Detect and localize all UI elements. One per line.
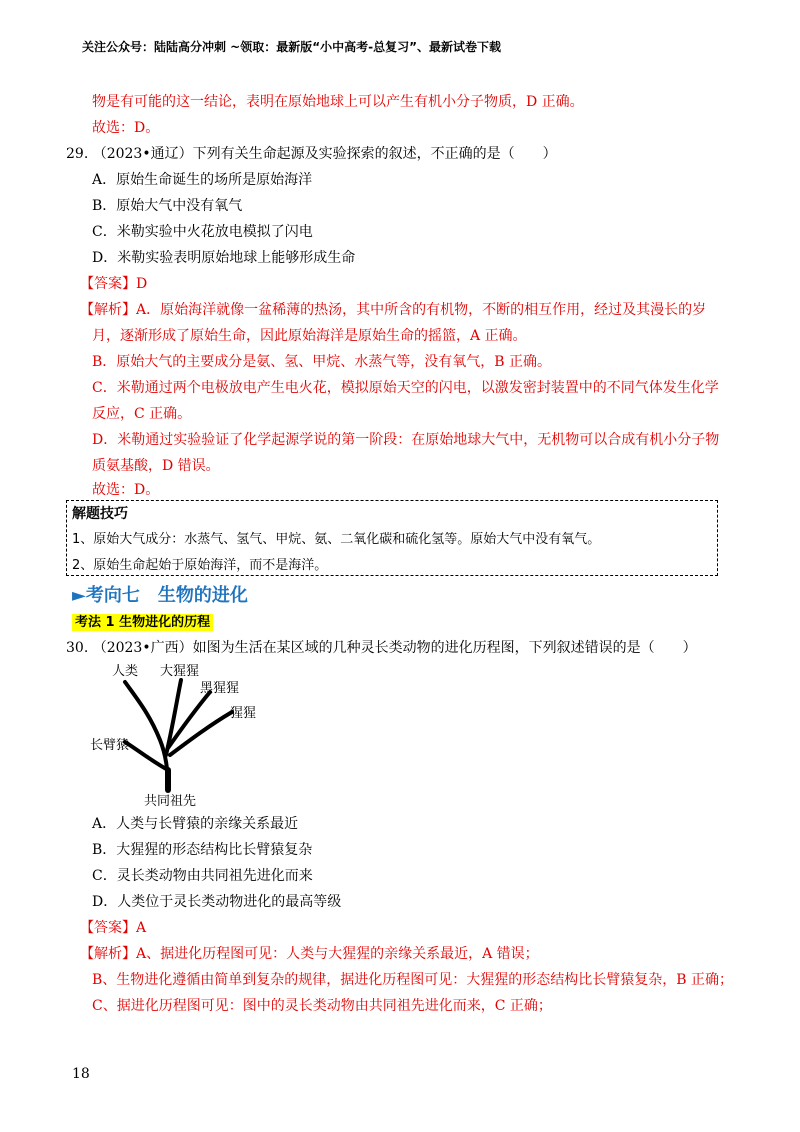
q29-analysis-line: B．原始大气的主要成分是氨、氢、甲烷、水蒸气等，没有氧气，B 正确。 [92,354,552,370]
question-30-stem: 30. （2023•广西）如图为生活在某区域的几种灵长类动物的进化历程图，下列叙述错误的是（ ） [66,640,697,656]
branch-human [125,682,168,790]
kaofa-label-text: 考法 1 生物进化的历程 [72,614,213,631]
branch-gorilla [166,680,181,755]
q29-conclusion: 故选：D。 [92,482,160,498]
q29-analysis-line: 月，逐渐形成了原始生命，因此原始海洋是原始生命的摇篮，A 正确。 [92,328,527,344]
section-heading [72,581,248,607]
question-29-stem: 29. （2023•通辽）下列有关生命起源及实验探索的叙述，不正确的是（ ） [66,146,557,162]
q29-option-c: C．米勒实验中火花放电模拟了闪电 [92,224,313,240]
tip-line: 1、原始大气成分：水蒸气、氢气、甲烷、氨、二氧化碳和硫化氢等。原始大气中没有氧气。 [72,532,601,547]
page-number: 18 [72,1066,90,1082]
prev-conclusion: 故选：D。 [92,120,160,136]
q29-analysis-line: 反应，C 正确。 [92,406,192,422]
q30-analysis-line: 【解析】A、据进化历程图可见：人类与大猩猩的亲缘关系最近，A 错误； [80,946,539,962]
q29-answer: 【答案】D [80,276,148,292]
tree-label-orangutan: 猩猩 [230,706,257,721]
kaofa-label [72,611,213,630]
q29-option-b: B．原始大气中没有氧气 [92,198,243,214]
tree-label-gorilla: 大猩猩 [160,664,200,679]
q29-analysis-line: 【解析】A．原始海洋就像一盆稀薄的热汤，其中所含的有机物，不断的相互作用，经过及其漫长的岁 [80,302,707,318]
section-title: 考向七 生物的进化 [85,585,248,606]
q29-option-a: A．原始生命诞生的场所是原始海洋 [92,172,313,188]
tip-line: 2、原始生命起始于原始海洋，而不是海洋。 [72,558,328,573]
q29-option-d: D．米勒实验表明原始地球上能够形成生命 [92,250,356,266]
tree-label-gibbon: 长臂猿 [90,738,130,753]
q30-analysis-line: C、据进化历程图可见：图中的灵长类动物由共同祖先进化而来，C 正确； [92,998,552,1014]
tree-label-chimp: 黑猩猩 [200,681,240,696]
q30-answer: 【答案】A [80,920,147,936]
q30-option-a: A．人类与长臂猿的亲缘关系最近 [92,816,299,832]
prev-analysis-line: 物是有可能的这一结论，表明在原始地球上可以产生有机小分子物质，D 正确。 [92,94,584,110]
q29-analysis-line: 质氨基酸，D 错误。 [92,458,220,474]
q30-option-c: C．灵长类动物由共同祖先进化而来 [92,868,313,884]
tree-label-ancestor: 共同祖先 [144,794,197,809]
q30-option-d: D．人类位于灵长类动物进化的最高等级 [92,894,342,910]
q30-option-b: B．大猩猩的形态结构比长臂猿复杂 [92,842,313,858]
tree-label-human: 人类 [112,664,139,679]
section-arrow-icon: ► [72,585,86,606]
q29-analysis-line: C．米勒通过两个电极放电产生电火花，模拟原始天空的闪电，以激发密封装置中的不同气体发生化学 [92,380,719,396]
page-header: 关注公众号：陆陆高分冲刺 ~领取：最新版“小中高考-总复习”、最新试卷下载 [82,40,501,54]
tips-title: 解题技巧 [72,506,128,522]
q29-analysis-line: D．米勒通过实验验证了化学起源学说的第一阶段：在原始地球大气中，无机物可以合成有机小分子物 [92,432,720,448]
q30-analysis-line: B、生物进化遵循由简单到复杂的规律，据进化历程图可见：大猩猩的形态结构比长臂猿复杂，B 正确； [92,972,734,988]
